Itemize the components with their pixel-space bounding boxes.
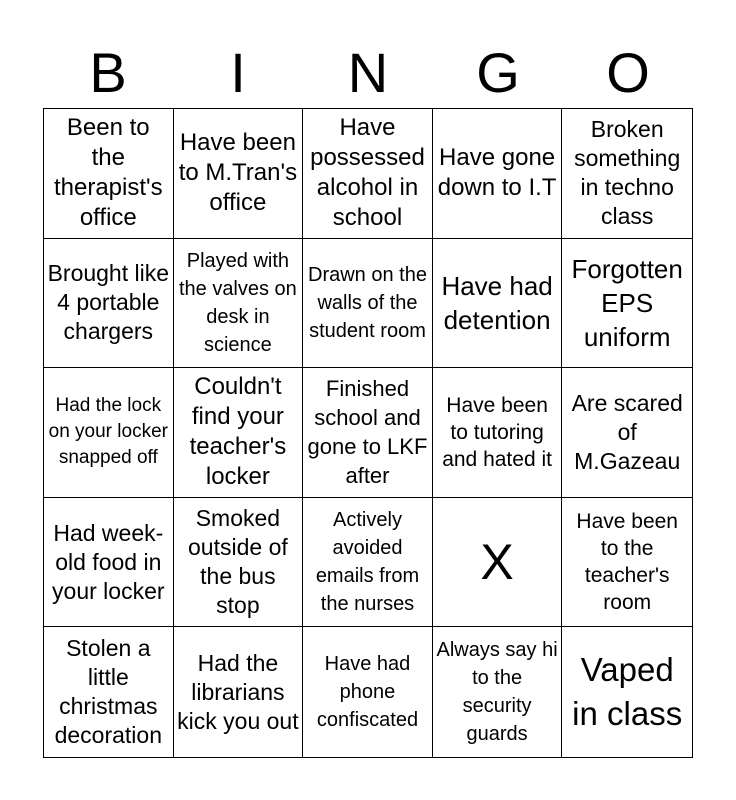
bingo-cell-r2-c5[interactable]	[562, 239, 692, 369]
bingo-cell-r1-c4[interactable]	[433, 109, 563, 239]
bingo-cell-r4-c2[interactable]	[174, 498, 304, 628]
bingo-cell-r4-c3[interactable]	[303, 498, 433, 628]
bingo-cell-text: Stolen a little christmas decoration	[54, 635, 162, 749]
free-space-mark: X	[480, 534, 514, 591]
bingo-cell-r2-c4[interactable]	[433, 239, 563, 369]
bingo-board	[43, 108, 693, 758]
bingo-cell-text: Have gone down to I.T	[437, 144, 557, 202]
header-letter-b: B	[89, 41, 127, 104]
bingo-cell-text: Forgotten EPS uniform	[571, 253, 683, 352]
bingo-cell-r4-c1[interactable]	[44, 498, 174, 628]
bingo-cell-text: Have been to tutoring and hated it	[442, 393, 552, 471]
bingo-cell-text: Have possessed alcohol in school	[310, 114, 425, 232]
bingo-cell-r3-c2[interactable]	[174, 368, 304, 498]
bingo-cell-text: Have had detention	[441, 270, 553, 335]
bingo-cell-r3-c4[interactable]	[433, 368, 563, 498]
bingo-cell-r5-c1[interactable]	[44, 627, 174, 757]
header-letter-o: O	[606, 41, 650, 104]
header-letter-i: I	[230, 41, 246, 104]
bingo-cell-r1-c3[interactable]	[303, 109, 433, 239]
bingo-cell-r1-c1[interactable]	[44, 109, 174, 239]
bingo-cell-text: Have been to the teacher's room	[576, 510, 678, 615]
bingo-cell-text: Played with the valves on desk in science	[178, 249, 297, 356]
bingo-cell-text: Have been to M.Tran's office	[178, 129, 298, 217]
bingo-cell-text: Brought like 4 portable chargers	[47, 260, 170, 345]
bingo-cell-text: Actively avoided emails from the nurses	[315, 509, 420, 616]
bingo-cell-r2-c1[interactable]	[44, 239, 174, 369]
bingo-cell-r5-c4[interactable]	[433, 627, 563, 757]
bingo-cell-r3-c5[interactable]	[562, 368, 692, 498]
bingo-cell-r5-c3[interactable]	[303, 627, 433, 757]
bingo-cell-text: Couldn't find your teacher's locker	[189, 373, 287, 491]
bingo-cell-text: Always say hi to the security guards	[436, 639, 558, 746]
bingo-cell-r1-c2[interactable]	[174, 109, 304, 239]
bingo-cell-text: Broken something in techno class	[574, 116, 681, 230]
bingo-cell-r4-c4[interactable]	[433, 498, 563, 628]
bingo-cell-r5-c5[interactable]	[562, 627, 692, 757]
bingo-cell-text: Had week-old food in your locker	[52, 519, 165, 604]
bingo-cell-text: Drawn on the walls of the student room	[308, 263, 427, 342]
bingo-cell-text: Have had phone confiscated	[316, 653, 419, 732]
bingo-cell-r5-c2[interactable]	[174, 627, 304, 757]
bingo-cell-r3-c1[interactable]	[44, 368, 174, 498]
bingo-cell-text: Finished school and gone to LKF after	[307, 376, 428, 489]
bingo-cell-r2-c3[interactable]	[303, 239, 433, 369]
bingo-cell-text: Are scared of M.Gazeau	[571, 389, 683, 474]
bingo-cell-text: Been to the therapist's office	[53, 114, 163, 232]
bingo-cell-r1-c5[interactable]	[562, 109, 692, 239]
bingo-cell-text: Vaped in class	[572, 651, 683, 733]
header-letter-g: G	[476, 41, 520, 104]
bingo-cell-text: Had the lock on your locker snapped off	[48, 395, 168, 469]
bingo-cell-r2-c2[interactable]	[174, 239, 304, 369]
bingo-cell-text: Had the librarians kick you out	[177, 649, 299, 734]
header-letter-n: N	[347, 41, 389, 104]
bingo-cell-r3-c3[interactable]	[303, 368, 433, 498]
bingo-header	[43, 40, 693, 106]
bingo-cell-r4-c5[interactable]	[562, 498, 692, 628]
bingo-cell-text: Smoked outside of the bus stop	[188, 505, 288, 619]
